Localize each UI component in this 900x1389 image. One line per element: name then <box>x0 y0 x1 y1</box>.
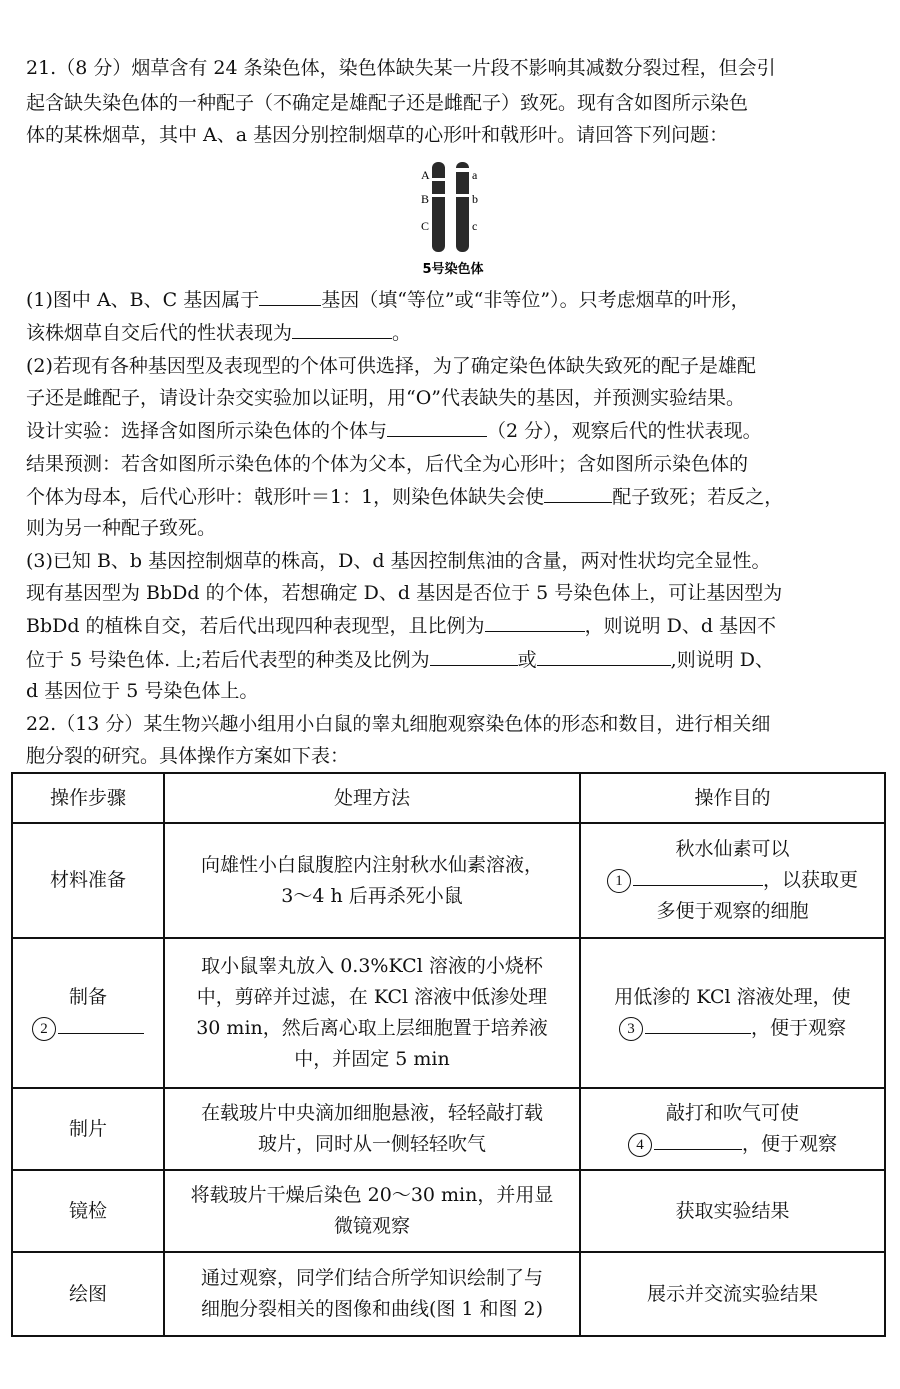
text: BbDd 的植株自交，若后代出现四种表现型，且比例为 <box>26 615 485 637</box>
gene-label-C: C <box>421 219 430 233</box>
text: （2 分），观察后代的性状表现。 <box>487 420 762 442</box>
answer-blank[interactable] <box>485 611 585 632</box>
q21-p2-line-4: 结果预测：若含如图所示染色体的个体为父本，后代全为心形叶；含如图所示染色体的 <box>26 453 749 475</box>
text: 制备 <box>68 986 107 1008</box>
circled-number: 1 <box>607 869 631 893</box>
gene-label-a: a <box>472 168 478 182</box>
header-step: 操作步骤 <box>12 773 164 823</box>
figure-caption: 5号染色体 <box>422 262 484 277</box>
q21-p2-line-6: 则为另一种配子致死。 <box>26 517 217 539</box>
cell-purpose <box>580 1088 885 1170</box>
circled-number: 2 <box>32 1017 56 1041</box>
q21-p2-line-3 <box>26 416 762 445</box>
method-line: 取小鼠睾丸放入 0.3%KCl 溶液的小烧杯 <box>201 955 543 977</box>
operations-table <box>11 772 886 1337</box>
purpose-line <box>589 1129 876 1160</box>
cell-step: 绘图 <box>12 1252 164 1336</box>
q21-p2-line-1: (2)若现有各种基因型及表现型的个体可供选择，为了确定染色体缺失致死的配子是雄配 <box>26 355 756 377</box>
cell-method <box>164 823 580 938</box>
purpose-line: 多便于观察的细胞 <box>656 900 809 922</box>
answer-blank[interactable] <box>633 865 763 886</box>
q21-line-3: 体的某株烟草，其中 A、a 基因分别控制烟草的心形叶和戟形叶。请回答下列问题： <box>26 124 729 146</box>
cell-purpose: 获取实验结果 <box>580 1170 885 1252</box>
q22-line-2: 胞分裂的研究。具体操作方案如下表： <box>26 745 350 767</box>
answer-blank[interactable] <box>654 1129 742 1150</box>
gene-label-A: A <box>421 168 430 182</box>
table-row <box>12 823 885 938</box>
text: ,则说明 D、 <box>670 649 774 671</box>
text: 配子致死；若反之， <box>612 486 784 508</box>
purpose-line: 敲打和吹气可使 <box>665 1102 799 1124</box>
text: ，便于观察 <box>741 1133 837 1155</box>
circled-number: 4 <box>628 1133 652 1157</box>
table-header-row <box>12 773 885 823</box>
q21-p2-line-2: 子还是雌配子，请设计杂交实验加以证明，用“O”代表缺失的基因，并预测实验结果。 <box>26 387 746 409</box>
cell-step <box>12 938 164 1088</box>
chromosome-pair-diagram <box>408 160 498 280</box>
q21-p1-line-1 <box>26 285 750 314</box>
answer-blank[interactable] <box>645 1013 751 1034</box>
purpose-line <box>589 865 876 896</box>
text: 设计实验：选择含如图所示染色体的个体与 <box>26 420 388 442</box>
q21-p3-line-1: (3)已知 B、b 基因控制烟草的株高，D、d 基因控制焦油的含量，两对性状均完全显性。 <box>26 550 771 572</box>
circled-number: 3 <box>619 1017 643 1041</box>
answer-blank[interactable] <box>58 1013 144 1034</box>
purpose-line <box>589 1013 876 1044</box>
text: ，便于观察 <box>750 1017 846 1039</box>
cell-purpose <box>580 938 885 1088</box>
cell-purpose: 展示并交流实验结果 <box>580 1252 885 1336</box>
q21-p2-line-5 <box>26 482 783 511</box>
cell-purpose <box>580 823 885 938</box>
gene-label-c: c <box>472 219 478 233</box>
method-line: 细胞分裂相关的图像和曲线(图 1 和图 2) <box>200 1298 544 1320</box>
cell-step: 制片 <box>12 1088 164 1170</box>
header-method: 处理方法 <box>164 773 580 823</box>
text: ，则说明 D、d 基因不 <box>584 615 777 637</box>
method-line: 中，剪碎并过滤，在 KCl 溶液中低渗处理 <box>196 986 548 1008</box>
method-line: 玻片，同时从一侧轻轻吹气 <box>257 1133 486 1155</box>
q22-line-1: 22.（13 分）某生物兴趣小组用小白鼠的睾丸细胞观察染色体的形态和数目，进行相关细 <box>26 713 771 735</box>
text: 该株烟草自交后代的性状表现为 <box>26 322 293 344</box>
text: 位于 5 号染色体. 上;若后代表型的种类及比例为 <box>26 649 430 671</box>
method-line: 3～4 h 后再杀死小鼠 <box>281 884 463 907</box>
table-row <box>12 1170 885 1252</box>
chromosome-left <box>432 162 445 252</box>
q21-p1-line-2 <box>26 318 411 347</box>
cell-method <box>164 938 580 1088</box>
method-line: 30 min，然后离心取上层细胞置于培养液 <box>196 1017 548 1039</box>
purpose-line: 用低渗的 KCl 溶液处理，使 <box>614 986 851 1008</box>
gene-label-b: b <box>472 192 478 206</box>
table-row <box>12 938 885 1088</box>
answer-blank[interactable] <box>259 285 321 306</box>
text: 个体为母本，后代心形叶：戟形叶＝1：1，则染色体缺失会使 <box>26 486 545 508</box>
method-line: 通过观察，同学们结合所学知识绘制了与 <box>200 1267 543 1289</box>
cell-method <box>164 1170 580 1252</box>
text: 。 <box>392 322 412 344</box>
gene-label-B: B <box>421 192 430 206</box>
method-line: 向雄性小白鼠腹腔内注射秋水仙素溶液， <box>200 853 543 876</box>
cell-step: 材料准备 <box>12 823 164 938</box>
q21-line-1: 21.（8 分）烟草含有 24 条染色体，染色体缺失某一片段不影响其减数分裂过程，但会引 <box>26 57 776 79</box>
text: 或 <box>517 649 537 671</box>
cell-method <box>164 1088 580 1170</box>
method-line: 中，并固定 5 min <box>294 1048 450 1070</box>
purpose-line: 秋水仙素可以 <box>675 838 790 860</box>
q21-line-2: 起含缺失染色体的一种配子（不确定是雄配子还是雌配子）致死。现有含如图所示染色 <box>26 92 749 114</box>
answer-blank[interactable] <box>387 416 487 437</box>
text: (1)图中 A、B、C 基因属于 <box>26 289 260 311</box>
text: 基因（填“等位”或“非等位”）。只考虑烟草的叶形， <box>321 289 750 311</box>
chromosome-figure <box>408 160 498 280</box>
q21-p3-line-5: d 基因位于 5 号染色体上。 <box>26 680 259 702</box>
cell-step: 镜检 <box>12 1170 164 1252</box>
text: ，以获取更 <box>762 869 858 891</box>
method-line: 在载玻片中央滴加细胞悬液，轻轻敲打载 <box>200 1102 543 1124</box>
table-row <box>12 1088 885 1170</box>
header-purpose: 操作目的 <box>580 773 885 823</box>
answer-blank[interactable] <box>544 482 612 503</box>
method-line: 将载玻片干燥后染色 20～30 min，并用显 <box>190 1184 554 1206</box>
table-row <box>12 1252 885 1336</box>
q21-p3-line-4 <box>26 645 774 674</box>
q21-p3-line-3 <box>26 611 776 640</box>
method-line: 微镜观察 <box>333 1215 410 1237</box>
answer-blank[interactable] <box>292 318 392 339</box>
answer-blank[interactable] <box>430 645 518 666</box>
answer-blank[interactable] <box>537 645 671 666</box>
cell-method <box>164 1252 580 1336</box>
q21-p3-line-2: 现有基因型为 BbDd 的个体，若想确定 D、d 基因是否位于 5 号染色体上，可让基因型为 <box>26 582 783 604</box>
chromosome-right <box>456 162 469 252</box>
